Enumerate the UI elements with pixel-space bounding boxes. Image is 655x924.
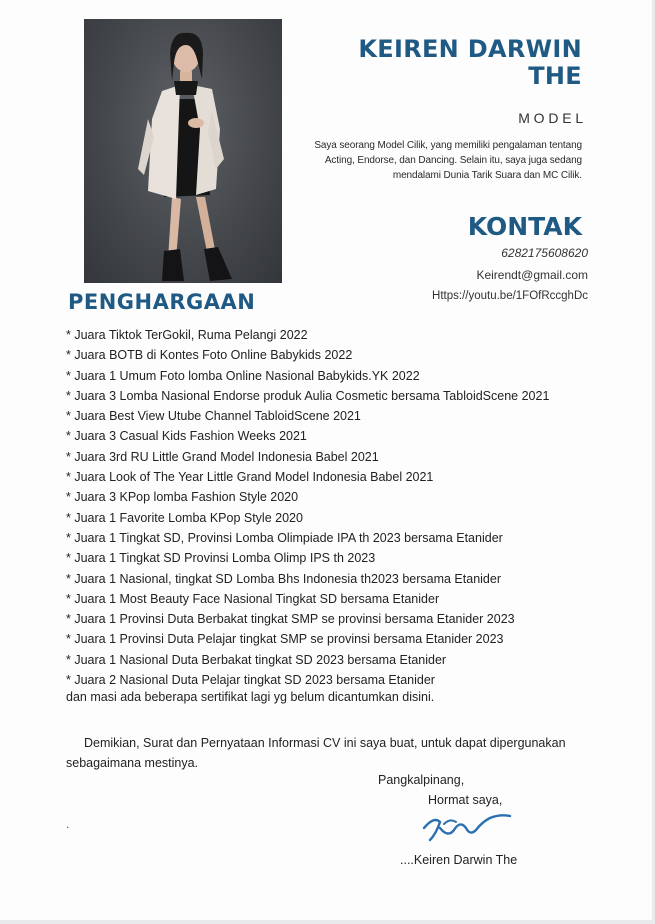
awards-title: PENGHARGAAN <box>68 290 256 314</box>
signing-place: Pangkalpinang, <box>378 773 465 787</box>
award-item: * Juara 3 KPop lomba Fashion Style 2020 <box>66 490 299 505</box>
award-item: * Juara 2 Nasional Duta Pelajar tingkat SD 2023 bersama Etanider <box>66 673 435 688</box>
candidate-role: MODEL <box>518 110 587 126</box>
contact-youtube: Https://youtu.be/1FOfRccghDc <box>432 290 588 302</box>
award-item: * Juara 1 Tingkat SD, Provinsi Lomba Olimpiade IPA th 2023 bersama Etanider <box>66 530 503 545</box>
candidate-bio: Saya seorang Model Cilik, yang memiliki pengalaman tentang Acting, Endorse, dan Dancing. Selain itu, saya juga sedang mendalami Dunia Tarik Suara dan MC Cilik. <box>314 140 582 181</box>
stray-mark: . <box>66 817 70 831</box>
award-item: * Juara Tiktok TerGokil, Ruma Pelangi 2022 <box>66 328 308 342</box>
award-item: * Juara Look of The Year Little Grand Model Indonesia Babel 2021 <box>66 470 434 485</box>
closing-statement: Demikian, Surat dan Pernyataan Informasi CV ini saya buat, untuk dapat dipergunakan sebagaimana mestinya. <box>66 736 566 770</box>
model-figure-illustration <box>84 19 282 283</box>
award-item: * Juara 1 Nasional, tingkat SD Lomba Bhs Indonesia th2023 bersama Etanider <box>66 571 501 586</box>
award-item: * Juara 1 Umum Foto lomba Online Nasional Babykids.YK 2022 <box>66 368 420 383</box>
award-item: * Juara 1 Provinsi Duta Berbakat tingkat SMP se provinsi bersama Etanider 2023 <box>66 612 515 627</box>
contact-phone: 6282175608620 <box>501 246 588 260</box>
handwritten-signature <box>420 808 520 848</box>
award-item: * Juara 1 Provinsi Duta Pelajar tingkat SMP se provinsi bersama Etanider 2023 <box>66 632 504 647</box>
award-item: * Juara 1 Favorite Lomba KPop Style 2020 <box>66 510 303 525</box>
award-item: * Juara 1 Most Beauty Face Nasional Tingkat SD bersama Etanider <box>66 591 440 606</box>
award-item: * Juara 1 Nasional Duta Berbakat tingkat SD 2023 bersama Etanider <box>66 652 447 667</box>
award-item: * Juara 3rd RU Little Grand Model Indonesia Babel 2021 <box>66 449 379 464</box>
awards-note: dan masi ada beberapa sertifikat lagi yg belum dicantumkan disini. <box>66 690 435 704</box>
award-item: * Juara 3 Casual Kids Fashion Weeks 2021 <box>66 429 307 444</box>
contact-title: KONTAK <box>467 212 582 241</box>
award-item: * Juara 3 Lomba Nasional Endorse produk Aulia Cosmetic bersama TabloidScene 2021 <box>66 388 550 403</box>
awards-list <box>66 325 646 690</box>
profile-photo <box>84 19 282 283</box>
signing-regards: Hormat saya, <box>428 793 503 807</box>
signer-name: ....Keiren Darwin The <box>400 853 518 867</box>
award-item: * Juara BOTB di Kontes Foto Online Babykids 2022 <box>66 348 353 363</box>
award-item: * Juara Best View Utube Channel TabloidScene 2021 <box>66 409 361 424</box>
award-item: * Juara 1 Tingkat SD Provinsi Lomba Olimp IPS th 2023 <box>66 551 376 566</box>
candidate-name: KEIREN DARWIN THE <box>358 35 582 90</box>
contact-email: Keirendt@gmail.com <box>476 268 588 282</box>
